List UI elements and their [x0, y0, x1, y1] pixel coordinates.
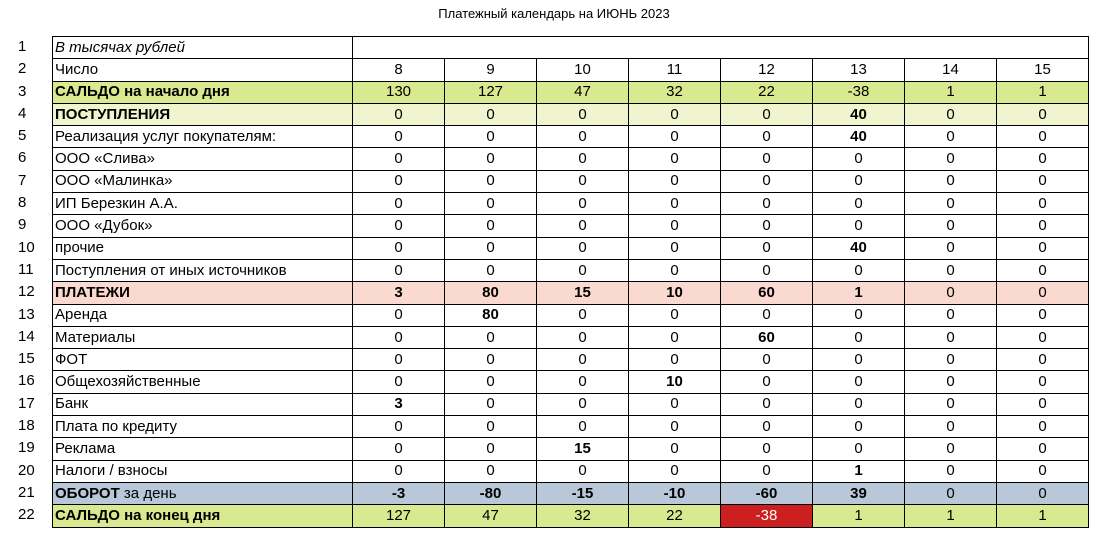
- value-cell[interactable]: 0: [997, 215, 1089, 237]
- table-row: [53, 349, 1089, 371]
- value-cell[interactable]: 0: [353, 259, 445, 281]
- day-header-cell[interactable]: 12: [721, 59, 813, 81]
- value-cell[interactable]: 0: [813, 371, 905, 393]
- value-cell[interactable]: 40: [813, 126, 905, 148]
- row-number[interactable]: 7: [18, 171, 27, 189]
- value-cell[interactable]: 0: [997, 438, 1089, 460]
- value-cell[interactable]: 1: [997, 81, 1089, 103]
- value-cell[interactable]: 0: [905, 371, 997, 393]
- row-number[interactable]: 10: [18, 238, 35, 256]
- value-cell[interactable]: 0: [813, 215, 905, 237]
- value-cell[interactable]: 0: [905, 215, 997, 237]
- value-cell[interactable]: 3: [353, 282, 445, 304]
- row-label-cell[interactable]: Реализация услуг покупателям:: [53, 126, 353, 148]
- table-row: [53, 170, 1089, 192]
- value-cell[interactable]: 0: [629, 393, 721, 415]
- value-cell[interactable]: 0: [997, 304, 1089, 326]
- value-cell[interactable]: 0: [445, 126, 537, 148]
- value-cell[interactable]: 0: [629, 460, 721, 482]
- day-header-cell[interactable]: 13: [813, 59, 905, 81]
- value-cell[interactable]: 0: [353, 193, 445, 215]
- row-number[interactable]: 22: [18, 506, 35, 524]
- row-label-cell[interactable]: Аренда: [53, 304, 353, 326]
- value-cell[interactable]: 32: [537, 505, 629, 527]
- value-cell[interactable]: 0: [537, 148, 629, 170]
- value-cell[interactable]: 60: [721, 282, 813, 304]
- value-cell[interactable]: 0: [721, 371, 813, 393]
- value-cell[interactable]: 0: [445, 371, 537, 393]
- units-empty-cell[interactable]: [353, 37, 1089, 59]
- value-cell[interactable]: 130: [353, 81, 445, 103]
- value-cell[interactable]: 47: [445, 505, 537, 527]
- table-row: [53, 282, 1089, 304]
- table-row: [53, 326, 1089, 348]
- value-cell[interactable]: 0: [629, 326, 721, 348]
- value-cell[interactable]: 0: [905, 148, 997, 170]
- table-row-units: [53, 37, 1089, 59]
- value-cell[interactable]: 80: [445, 304, 537, 326]
- value-cell[interactable]: 1: [905, 81, 997, 103]
- value-cell[interactable]: 0: [721, 237, 813, 259]
- value-cell[interactable]: -60: [721, 482, 813, 504]
- value-cell[interactable]: 22: [629, 505, 721, 527]
- value-cell[interactable]: 0: [353, 148, 445, 170]
- value-cell[interactable]: 0: [537, 460, 629, 482]
- row-number[interactable]: 13: [18, 305, 35, 323]
- table-row: [53, 215, 1089, 237]
- value-cell[interactable]: 0: [721, 460, 813, 482]
- value-cell[interactable]: 0: [721, 103, 813, 125]
- row-label-cell[interactable]: Общехозяйственные: [53, 371, 353, 393]
- row-number-column: [0, 36, 52, 527]
- value-cell[interactable]: 0: [353, 237, 445, 259]
- value-cell[interactable]: 0: [537, 126, 629, 148]
- table-row: [53, 460, 1089, 482]
- value-cell[interactable]: 0: [997, 170, 1089, 192]
- value-cell[interactable]: 1: [905, 505, 997, 527]
- value-cell[interactable]: 0: [813, 259, 905, 281]
- row-label-cell[interactable]: ПОСТУПЛЕНИЯ: [53, 103, 353, 125]
- row-label-cell[interactable]: Материалы: [53, 326, 353, 348]
- table-row: [53, 103, 1089, 125]
- value-cell[interactable]: 0: [629, 304, 721, 326]
- value-cell[interactable]: 0: [905, 259, 997, 281]
- row-label-cell[interactable]: прочие: [53, 237, 353, 259]
- value-cell[interactable]: -15: [537, 482, 629, 504]
- value-cell[interactable]: 0: [537, 237, 629, 259]
- value-cell[interactable]: 0: [997, 193, 1089, 215]
- value-cell[interactable]: 3: [353, 393, 445, 415]
- value-cell[interactable]: -80: [445, 482, 537, 504]
- value-cell[interactable]: 0: [905, 460, 997, 482]
- value-cell[interactable]: 0: [997, 371, 1089, 393]
- value-cell[interactable]: 1: [997, 505, 1089, 527]
- value-cell[interactable]: 0: [997, 416, 1089, 438]
- value-cell[interactable]: 0: [445, 393, 537, 415]
- row-number[interactable]: 19: [18, 439, 35, 457]
- row-number[interactable]: 11: [18, 260, 34, 278]
- row-label-cell[interactable]: Поступления от иных источников: [53, 259, 353, 281]
- value-cell[interactable]: 0: [445, 326, 537, 348]
- day-header-cell[interactable]: 11: [629, 59, 721, 81]
- value-cell[interactable]: 0: [445, 215, 537, 237]
- value-cell[interactable]: 0: [445, 237, 537, 259]
- day-header-cell[interactable]: 15: [997, 59, 1089, 81]
- value-cell[interactable]: 0: [997, 282, 1089, 304]
- value-cell[interactable]: 0: [445, 460, 537, 482]
- value-cell[interactable]: 0: [997, 237, 1089, 259]
- table-row: [53, 393, 1089, 415]
- value-cell[interactable]: 40: [813, 237, 905, 259]
- value-cell[interactable]: 0: [997, 148, 1089, 170]
- value-cell[interactable]: 0: [997, 259, 1089, 281]
- value-cell[interactable]: 0: [997, 126, 1089, 148]
- day-header-cell[interactable]: 8: [353, 59, 445, 81]
- value-cell[interactable]: 0: [353, 416, 445, 438]
- value-cell[interactable]: 0: [721, 170, 813, 192]
- units-label-cell[interactable]: В тысячах рублей: [53, 37, 353, 59]
- value-cell[interactable]: 0: [813, 170, 905, 192]
- row-label-cell[interactable]: ФОТ: [53, 349, 353, 371]
- calendar-title: Платежный календарь на ИЮНЬ 2023: [438, 6, 670, 21]
- value-cell[interactable]: 0: [353, 126, 445, 148]
- value-cell[interactable]: 0: [629, 170, 721, 192]
- row-label-cell[interactable]: Налоги / взносы: [53, 460, 353, 482]
- value-cell[interactable]: 0: [905, 193, 997, 215]
- value-cell[interactable]: 0: [997, 326, 1089, 348]
- value-cell[interactable]: 0: [997, 393, 1089, 415]
- value-cell[interactable]: 0: [353, 371, 445, 393]
- value-cell[interactable]: -38: [721, 505, 813, 527]
- value-cell[interactable]: 0: [353, 349, 445, 371]
- value-cell[interactable]: 0: [353, 326, 445, 348]
- value-cell[interactable]: 0: [629, 237, 721, 259]
- row-number[interactable]: 18: [18, 417, 35, 435]
- value-cell[interactable]: 0: [721, 304, 813, 326]
- row-number[interactable]: 3: [18, 82, 27, 100]
- value-cell[interactable]: 0: [353, 170, 445, 192]
- value-cell[interactable]: 60: [721, 326, 813, 348]
- value-cell[interactable]: 40: [813, 103, 905, 125]
- value-cell[interactable]: 0: [905, 416, 997, 438]
- value-cell[interactable]: 0: [629, 148, 721, 170]
- row-label-rest: за день: [119, 484, 177, 502]
- value-cell[interactable]: -3: [353, 482, 445, 504]
- table-row: [53, 259, 1089, 281]
- row-number[interactable]: 16: [18, 372, 35, 390]
- value-cell[interactable]: 0: [905, 282, 997, 304]
- row-label-cell[interactable]: САЛЬДО на начало дня: [53, 81, 353, 103]
- value-cell[interactable]: 0: [997, 482, 1089, 504]
- value-cell[interactable]: 0: [629, 349, 721, 371]
- value-cell[interactable]: 0: [721, 215, 813, 237]
- value-cell[interactable]: 80: [445, 282, 537, 304]
- row-number[interactable]: 1: [18, 38, 27, 55]
- value-cell[interactable]: 0: [721, 349, 813, 371]
- value-cell[interactable]: 0: [537, 170, 629, 192]
- row-label-cell[interactable]: ООО «Малинка»: [53, 170, 353, 192]
- value-cell[interactable]: 0: [721, 126, 813, 148]
- row-number[interactable]: 9: [18, 216, 27, 234]
- value-cell[interactable]: 0: [353, 215, 445, 237]
- value-cell[interactable]: 0: [905, 237, 997, 259]
- table-row-days: [53, 59, 1089, 81]
- value-cell[interactable]: 0: [629, 438, 721, 460]
- row-label-cell[interactable]: САЛЬДО на конец дня: [53, 505, 353, 527]
- value-cell[interactable]: 0: [445, 193, 537, 215]
- value-cell[interactable]: 0: [997, 460, 1089, 482]
- value-cell[interactable]: 39: [813, 482, 905, 504]
- value-cell[interactable]: 0: [905, 126, 997, 148]
- value-cell[interactable]: 0: [445, 148, 537, 170]
- value-cell[interactable]: 1: [813, 282, 905, 304]
- row-number[interactable]: 5: [18, 127, 27, 145]
- value-cell[interactable]: 0: [721, 416, 813, 438]
- table-row: [53, 482, 1089, 504]
- row-number[interactable]: 20: [18, 461, 35, 479]
- value-cell[interactable]: 0: [813, 349, 905, 371]
- value-cell[interactable]: -38: [813, 81, 905, 103]
- day-header-cell[interactable]: 14: [905, 59, 997, 81]
- row-label-cell[interactable]: Банк: [53, 393, 353, 415]
- day-header-cell[interactable]: 9: [445, 59, 537, 81]
- table-row: [53, 304, 1089, 326]
- table-row: [53, 371, 1089, 393]
- value-cell[interactable]: 0: [813, 326, 905, 348]
- value-cell[interactable]: 0: [629, 193, 721, 215]
- row-number[interactable]: 15: [18, 350, 35, 368]
- value-cell[interactable]: 0: [353, 438, 445, 460]
- row-label-bold: ОБОРОТ: [55, 484, 120, 502]
- value-cell[interactable]: 0: [629, 215, 721, 237]
- value-cell[interactable]: 0: [537, 349, 629, 371]
- row-label-cell[interactable]: ООО «Дубок»: [53, 215, 353, 237]
- value-cell[interactable]: 0: [813, 416, 905, 438]
- value-cell[interactable]: 47: [537, 81, 629, 103]
- value-cell[interactable]: 0: [813, 438, 905, 460]
- value-cell[interactable]: 0: [905, 170, 997, 192]
- day-header-cell[interactable]: 10: [537, 59, 629, 81]
- value-cell[interactable]: 1: [813, 505, 905, 527]
- value-cell[interactable]: 0: [353, 304, 445, 326]
- value-cell[interactable]: 0: [997, 103, 1089, 125]
- value-cell[interactable]: 0: [813, 193, 905, 215]
- value-cell[interactable]: 0: [905, 103, 997, 125]
- value-cell[interactable]: 0: [905, 482, 997, 504]
- value-cell[interactable]: -10: [629, 482, 721, 504]
- value-cell[interactable]: 0: [537, 416, 629, 438]
- value-cell[interactable]: 0: [353, 103, 445, 125]
- value-cell[interactable]: 0: [445, 349, 537, 371]
- value-cell[interactable]: 0: [905, 438, 997, 460]
- payment-calendar-table: [52, 36, 1089, 528]
- row-number[interactable]: 2: [18, 60, 27, 78]
- value-cell[interactable]: 0: [445, 416, 537, 438]
- value-cell[interactable]: 10: [629, 282, 721, 304]
- value-cell[interactable]: 0: [353, 460, 445, 482]
- table-row: [53, 193, 1089, 215]
- row-number[interactable]: 4: [18, 104, 27, 122]
- value-cell[interactable]: 0: [905, 326, 997, 348]
- value-cell[interactable]: 0: [445, 103, 537, 125]
- value-cell[interactable]: 0: [721, 393, 813, 415]
- value-cell[interactable]: 0: [997, 349, 1089, 371]
- row-label-cell[interactable]: Реклама: [53, 438, 353, 460]
- value-cell[interactable]: 22: [721, 81, 813, 103]
- value-cell[interactable]: 0: [537, 393, 629, 415]
- row-number[interactable]: 17: [18, 394, 35, 412]
- value-cell[interactable]: 0: [537, 103, 629, 125]
- row-label-cell[interactable]: ПЛАТЕЖИ: [53, 282, 353, 304]
- value-cell[interactable]: 0: [445, 170, 537, 192]
- value-cell[interactable]: 15: [537, 438, 629, 460]
- value-cell[interactable]: 0: [813, 393, 905, 415]
- day-header-label-cell[interactable]: Число: [53, 59, 353, 81]
- value-cell[interactable]: 0: [905, 304, 997, 326]
- row-number[interactable]: 8: [18, 194, 27, 212]
- row-number[interactable]: 21: [18, 483, 35, 501]
- value-cell[interactable]: 0: [813, 148, 905, 170]
- value-cell[interactable]: 0: [537, 304, 629, 326]
- table-row: [53, 505, 1089, 527]
- row-number[interactable]: 12: [18, 283, 35, 301]
- value-cell[interactable]: 0: [537, 326, 629, 348]
- value-cell[interactable]: 15: [537, 282, 629, 304]
- value-cell[interactable]: 0: [445, 438, 537, 460]
- table-row: [53, 237, 1089, 259]
- value-cell[interactable]: 127: [353, 505, 445, 527]
- value-cell[interactable]: 0: [537, 259, 629, 281]
- row-label-cell[interactable]: Плата по кредиту: [53, 416, 353, 438]
- row-label-cell[interactable]: ИП Березкин А.А.: [53, 193, 353, 215]
- value-cell[interactable]: 0: [721, 259, 813, 281]
- value-cell[interactable]: 0: [537, 371, 629, 393]
- table-row: [53, 416, 1089, 438]
- value-cell[interactable]: 0: [721, 193, 813, 215]
- row-label-cell[interactable]: ООО «Слива»: [53, 148, 353, 170]
- value-cell[interactable]: 0: [445, 259, 537, 281]
- value-cell[interactable]: 0: [629, 416, 721, 438]
- table-row: [53, 438, 1089, 460]
- value-cell[interactable]: 1: [813, 460, 905, 482]
- table-row: [53, 148, 1089, 170]
- value-cell[interactable]: 0: [629, 126, 721, 148]
- table-row: [53, 126, 1089, 148]
- row-label-cell[interactable]: [53, 482, 353, 504]
- value-cell[interactable]: 0: [537, 193, 629, 215]
- value-cell[interactable]: 32: [629, 81, 721, 103]
- value-cell[interactable]: 0: [629, 259, 721, 281]
- value-cell[interactable]: 0: [537, 215, 629, 237]
- row-number[interactable]: 14: [18, 327, 35, 345]
- value-cell[interactable]: 0: [905, 393, 997, 415]
- value-cell[interactable]: 0: [629, 103, 721, 125]
- value-cell[interactable]: 127: [445, 81, 537, 103]
- value-cell[interactable]: 0: [813, 304, 905, 326]
- value-cell[interactable]: 10: [629, 371, 721, 393]
- table-row: [53, 81, 1089, 103]
- value-cell[interactable]: 0: [905, 349, 997, 371]
- value-cell[interactable]: 0: [721, 438, 813, 460]
- value-cell[interactable]: 0: [721, 148, 813, 170]
- row-number[interactable]: 6: [18, 149, 27, 167]
